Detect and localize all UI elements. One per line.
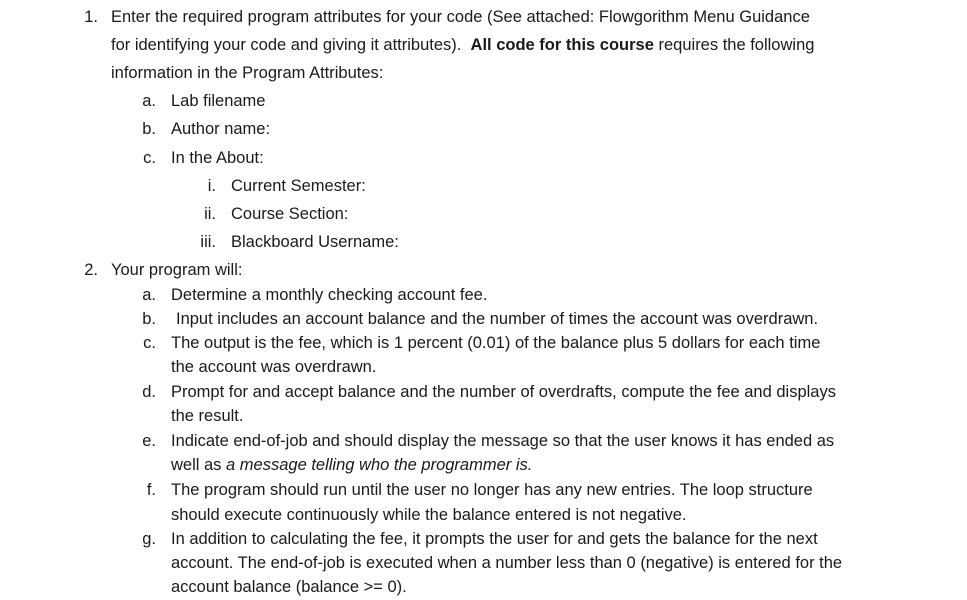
item-2g-line-1: In addition to calculating the fee, it prompts the user for and gets the balance for the next: [171, 530, 818, 548]
item-2b-line-1: Input includes an account balance and the number of times the account was overdrawn.: [176, 310, 819, 328]
item-1-line-1: Enter the required program attributes for your code (See attached: Flowgorithm Menu Guidance: [111, 8, 810, 26]
item-2g-marker: g.: [142, 530, 156, 548]
item-2e-line-1: Indicate end-of-job and should display the message so that the user knows it has ended as: [171, 432, 835, 450]
item-2g-line-3: account balance (balance >= 0).: [171, 578, 407, 596]
item-1b-marker: b.: [142, 120, 156, 138]
item-2-text: Your program will:: [111, 261, 243, 279]
about-item-1-text: Current Semester:: [231, 177, 366, 195]
item-2d-line-1: Prompt for and accept balance and the number of overdrafts, compute the fee and displays: [171, 383, 836, 401]
item-1-line-2-start: for identifying your code and giving it attributes).: [111, 36, 462, 54]
item-1a-marker: a.: [142, 92, 156, 110]
item-2c-line-1: The output is the fee, which is 1 percent (0.01) of the balance plus 5 dollars for each time: [171, 334, 821, 352]
about-item-2-text: Course Section:: [231, 205, 349, 223]
item-2b-marker: b.: [142, 310, 156, 328]
about-item-1-marker: i.: [207, 177, 216, 195]
item-2d-line-2: the result.: [171, 407, 244, 425]
item-1c-marker: c.: [143, 149, 156, 167]
about-item-2-marker: ii.: [204, 205, 216, 223]
item-2g-line-2: account. The end-of-job is executed when a number less than 0 (negative) is entered for the: [171, 554, 843, 572]
item-2e-line-2: [171, 455, 532, 475]
item-1c-text: In the About:: [171, 149, 264, 167]
item-2d-marker: d.: [142, 383, 156, 401]
item-2f-line-1: The program should run until the user no longer has any new entries. The loop structure: [171, 481, 813, 499]
item-1a-text: Lab filename: [171, 92, 266, 110]
item-2-marker: 2.: [84, 261, 98, 279]
about-item-3-marker: iii.: [200, 233, 216, 251]
item-1b-text: Author name:: [171, 120, 271, 138]
item-2e-line-2-italic: a message telling who the programmer is.: [226, 456, 533, 474]
item-1-line-2: [111, 35, 814, 55]
about-item-3-text: Blackboard Username:: [231, 233, 399, 251]
item-2a-marker: a.: [142, 286, 156, 304]
item-1-marker: 1.: [84, 8, 98, 26]
item-2c-marker: c.: [143, 334, 156, 352]
item-2e-marker: e.: [142, 432, 156, 450]
item-1-line-2-end: requires the following: [658, 36, 815, 54]
item-1-line-3: information in the Program Attributes:: [111, 64, 384, 82]
item-2c-line-2: the account was overdrawn.: [171, 358, 377, 376]
item-2a-line-1: Determine a monthly checking account fee.: [171, 286, 488, 304]
item-2f-line-2: should execute continuously while the balance entered is not negative.: [171, 506, 687, 524]
item-1-line-2-bold: All code for this course: [470, 36, 654, 54]
item-2f-marker: f.: [146, 481, 156, 499]
item-2e-line-2-start: well as: [171, 456, 222, 474]
